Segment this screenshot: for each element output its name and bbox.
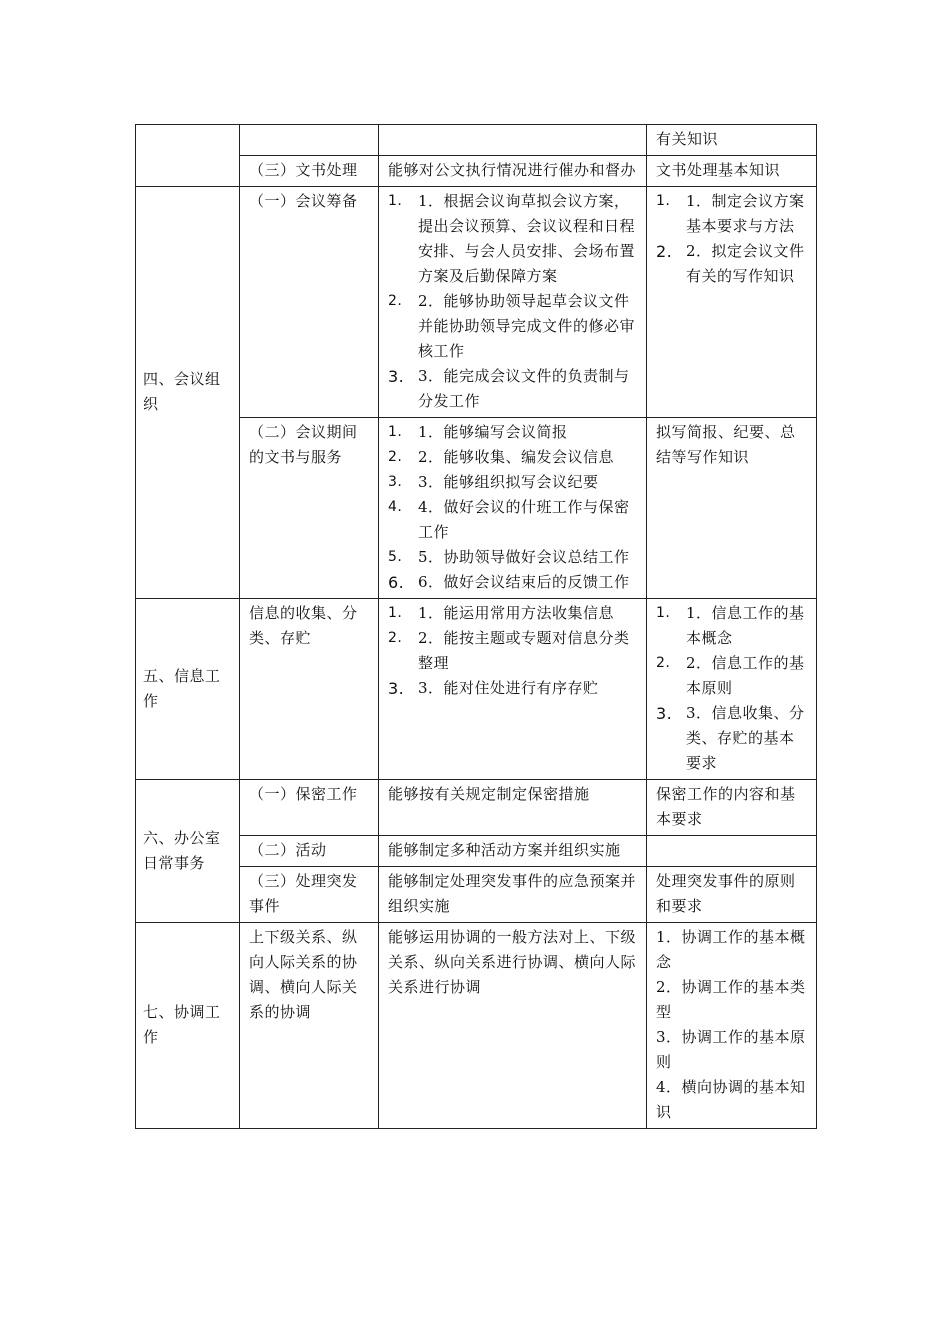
category-cell: 六、办公室日常事务 [136, 780, 240, 923]
sub-cell: 信息的收集、分类、存贮 [240, 599, 379, 780]
sub-cell: （二）会议期间的文书与服务 [240, 418, 379, 599]
category-cell: 五、信息工作 [136, 599, 240, 780]
list-item: 4. 4．做好会议的什班工作与保密工作 [388, 498, 630, 541]
skill-cell-empty [379, 125, 647, 156]
list-item: 3．协调工作的基本原则 [656, 1028, 806, 1071]
skill-cell [379, 599, 647, 780]
skill-list [388, 189, 639, 414]
category-cell: 四、会议组织 [136, 187, 240, 599]
skill-cell: 能够按有关规定制定保密措施 [379, 780, 647, 836]
list-item: 1．协调工作的基本概念 [656, 928, 806, 971]
sub-cell: （三）文书处理 [240, 156, 379, 187]
list-item: 2．协调工作的基本类型 [656, 978, 806, 1021]
list-item: 3. 3．能够组织拟写会议纪要 [388, 473, 599, 491]
knowledge-cell [647, 187, 817, 418]
table-row [136, 923, 817, 1129]
sub-cell: （一）会议筹备 [240, 187, 379, 418]
skill-cell [379, 187, 647, 418]
list-item: 1. 1．信息工作的基本概念 [656, 604, 805, 647]
knowledge-list [656, 189, 809, 289]
knowledge-cell [647, 923, 817, 1129]
list-item: 3. 3．能对住处进行有序存贮 [388, 679, 599, 698]
list-item: 3. 3．能完成会议文件的负责制与分发工作 [388, 367, 630, 410]
list-item: 1. 1．根据会议询草拟会议方案，提出会议预算、会议议程和日程安排、与会人员安排、会场布置方案及后勤保障方案 [388, 192, 636, 285]
list-item: 1. 1．制定会议方案基本要求与方法 [656, 192, 805, 235]
list-item: 1. 1．能够编写会议简报 [388, 423, 568, 441]
skill-cell: 能够制定多种活动方案并组织实施 [379, 836, 647, 867]
list-item: 1. 1．能运用常用方法收集信息 [388, 604, 615, 622]
knowledge-list [656, 601, 809, 776]
table-row [136, 187, 817, 418]
curriculum-table-container [135, 124, 816, 1129]
curriculum-table [135, 124, 817, 1129]
list-item: 2. 2．能够收集、编发会议信息 [388, 448, 615, 466]
skill-list [388, 420, 639, 595]
sub-cell: （三）处理突发事件 [240, 867, 379, 923]
list-item: 2. 2．信息工作的基本原则 [656, 654, 805, 697]
sub-cell: （二）活动 [240, 836, 379, 867]
skill-cell [379, 418, 647, 599]
knowledge-cell: 有关知识 [647, 125, 817, 156]
skill-cell: 能够制定处理突发事件的应急预案并组织实施 [379, 867, 647, 923]
list-item: 2. 2．拟定会议文件有关的写作知识 [656, 242, 805, 285]
skill-list [388, 601, 639, 701]
table-row [136, 125, 817, 156]
table-row [136, 780, 817, 836]
knowledge-cell: 处理突发事件的原则和要求 [647, 867, 817, 923]
list-item: 5. 5．协助领导做好会议总结工作 [388, 548, 630, 566]
category-cell: 七、协调工作 [136, 923, 240, 1129]
list-item: 4．横向协调的基本知识 [656, 1078, 806, 1121]
category-cell-empty [136, 125, 240, 187]
list-item: 3. 3．信息收集、分类、存贮的基本要求 [656, 704, 805, 772]
skill-cell: 能够对公文执行情况进行催办和督办 [379, 156, 647, 187]
knowledge-cell: 保密工作的内容和基本要求 [647, 780, 817, 836]
sub-cell: 上下级关系、纵向人际关系的协调、横向人际关系的协调 [240, 923, 379, 1129]
skill-cell: 能够运用协调的一般方法对上、下级关系、纵向关系进行协调、横向人际关系进行协调 [379, 923, 647, 1129]
table-row [136, 599, 817, 780]
list-item: 2. 2．能够协助领导起草会议文件并能协助领导完成文件的修必审核工作 [388, 292, 636, 360]
knowledge-list [656, 925, 809, 1125]
knowledge-cell: 文书处理基本知识 [647, 156, 817, 187]
knowledge-cell [647, 836, 817, 867]
knowledge-cell: 拟写简报、纪要、总结等写作知识 [647, 418, 817, 599]
sub-cell-empty [240, 125, 379, 156]
list-item: 6. 6．做好会议结束后的反馈工作 [388, 573, 630, 592]
sub-cell: （一）保密工作 [240, 780, 379, 836]
knowledge-cell [647, 599, 817, 780]
list-item: 2. 2．能按主题或专题对信息分类整理 [388, 629, 630, 672]
